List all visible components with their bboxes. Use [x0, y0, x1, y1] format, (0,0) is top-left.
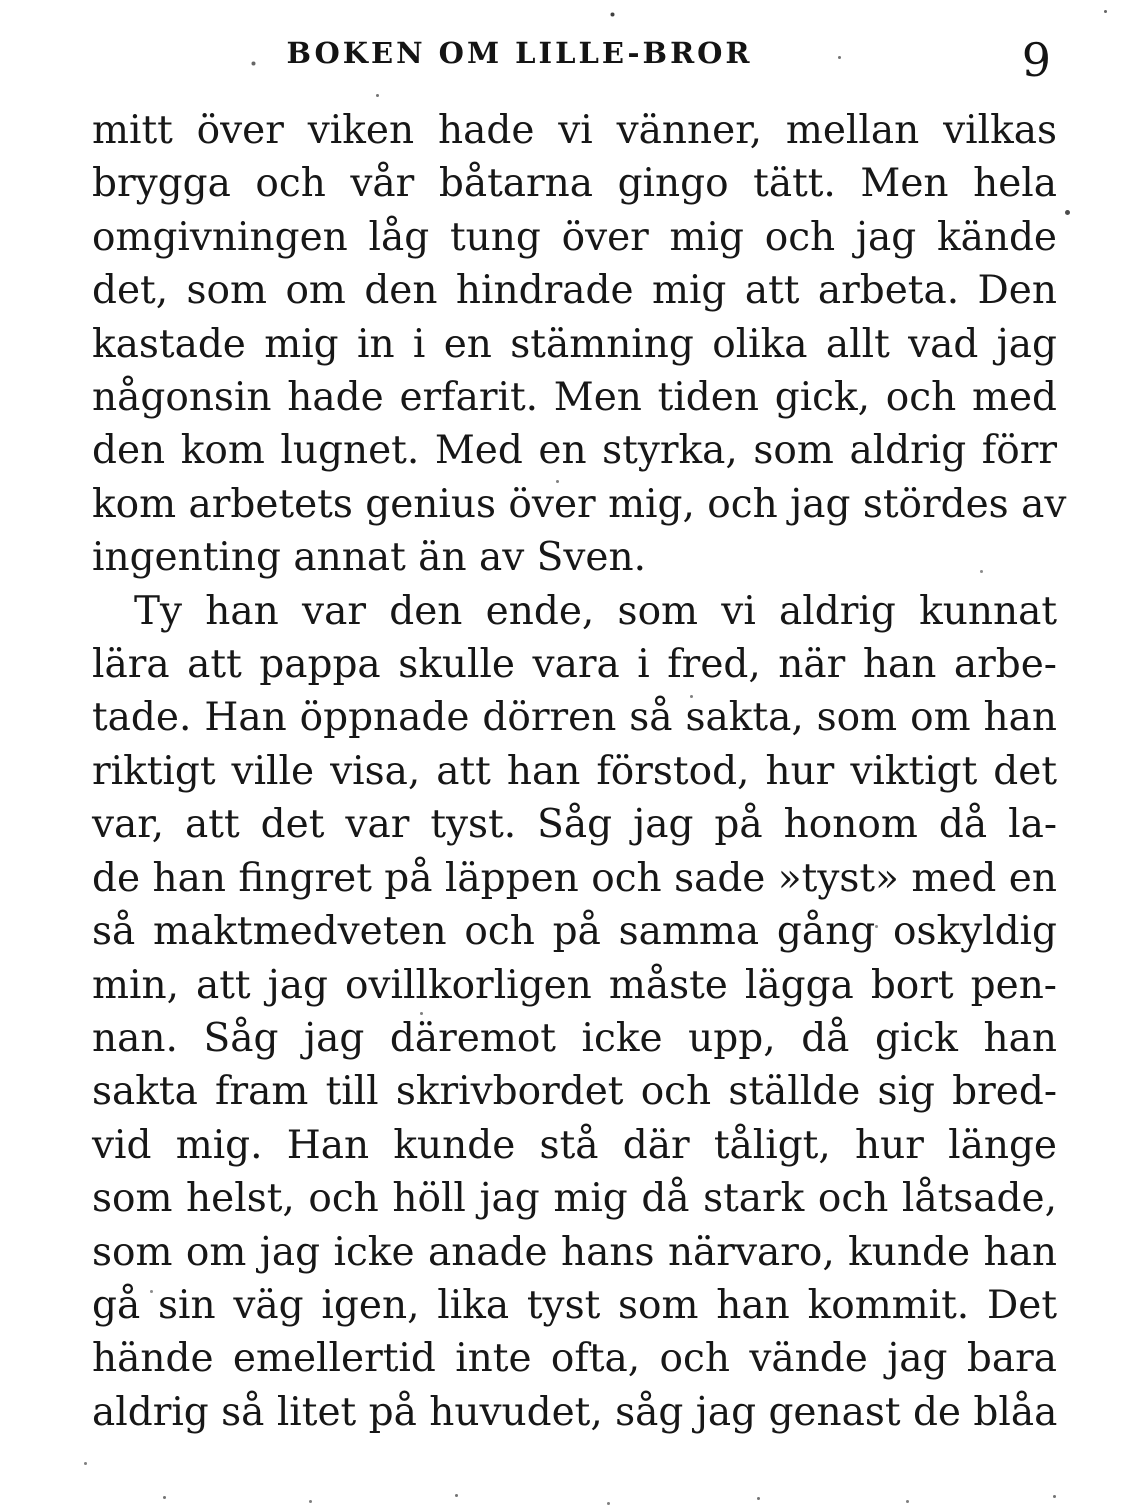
- text-line: ingenting annat än av Sven.: [92, 535, 646, 581]
- page-body: [92, 104, 1067, 1439]
- text-line: omgivningen låg tung över mig och jag kände: [92, 214, 1057, 260]
- text-line: som helst, och höll jag mig då stark och låtsade,: [92, 1176, 1057, 1222]
- text-line: var, att det var tyst. Såg jag på honom då la-: [92, 802, 1057, 848]
- text-line: mitt över viken hade vi vänner, mellan vilkas: [92, 108, 1057, 153]
- text-line: Ty han var den ende, som vi aldrig kunnat: [134, 588, 1057, 634]
- text-line: det, som om den hindrade mig att arbeta. Den: [92, 268, 1057, 314]
- scan-speckles: [0, 0, 3, 3]
- text-line: den kom lugnet. Med en styrka, som aldrig förr: [92, 428, 1057, 474]
- text-line: sakta fram till skrivbordet och ställde sig bred-: [92, 1069, 1057, 1115]
- paragraph: [92, 104, 1067, 585]
- text-line: min, att jag ovillkorligen måste lägga bort pen-: [92, 962, 1057, 1008]
- text-line: nan. Såg jag däremot icke upp, då gick han: [92, 1015, 1057, 1061]
- text-line: som om jag icke anade hans närvaro, kunde han: [92, 1229, 1057, 1275]
- text-line: tade. Han öppnade dörren så sakta, som om han: [92, 695, 1057, 741]
- text-line: kastade mig in i en stämning olika allt vad jag: [92, 321, 1057, 367]
- text-line: vid mig. Han kunde stå där tåligt, hur länge: [92, 1122, 1057, 1168]
- text-line: hände emellertid inte ofta, och vände jag bara: [92, 1336, 1057, 1382]
- text-line: riktigt ville visa, att han förstod, hur viktigt det: [92, 748, 1057, 794]
- text-line: de han fingret på läppen och sade »tyst» med en: [92, 855, 1057, 901]
- text-line: någonsin hade erfarit. Men tiden gick, och med: [92, 375, 1057, 421]
- text-line: aldrig så litet på huvudet, såg jag genast de blåa: [92, 1389, 1058, 1435]
- running-title: BOKEN OM LILLE-BROR: [286, 36, 753, 70]
- page-header: [92, 30, 1057, 90]
- text-line: så maktmedveten och på samma gång oskyldig: [92, 909, 1057, 955]
- page-number: 9: [1021, 33, 1051, 87]
- text-line: gå sin väg igen, lika tyst som han kommit. Det: [92, 1282, 1057, 1328]
- paragraph: [92, 585, 1057, 1440]
- text-line: brygga och vår båtarna gingo tätt. Men hela: [92, 161, 1057, 207]
- text-line: lära att pappa skulle vara i fred, när han arbe-: [92, 642, 1057, 688]
- text-line: kom arbetets genius över mig, och jag stördes av: [92, 481, 1067, 527]
